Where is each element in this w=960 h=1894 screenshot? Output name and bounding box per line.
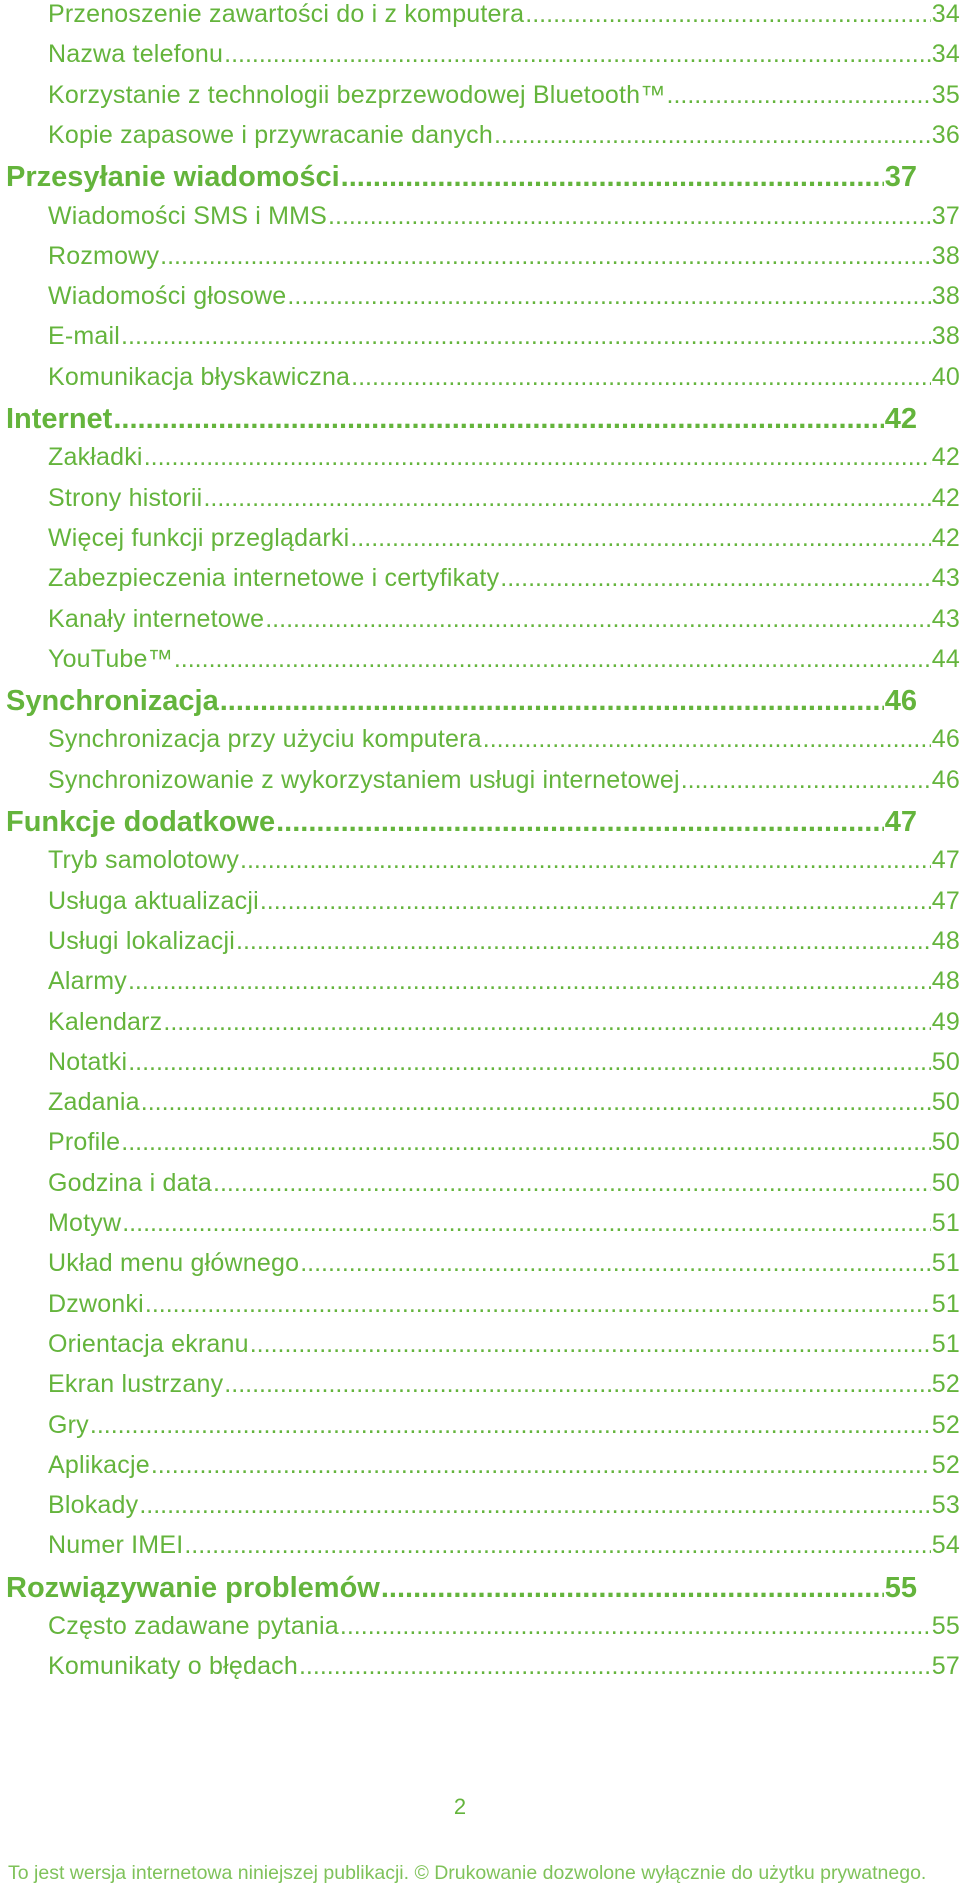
toc-entry-title: Usługa aktualizacji [48,886,259,915]
footer-note: To jest wersja internetowa niniejszej publikacji. © Drukowanie dozwolone wyłącznie do użytku prywatnego. [8,1862,927,1884]
toc-entry-page: 43 [931,564,960,593]
toc-entry-title: Numer IMEI [48,1531,184,1560]
toc-entry-page: 52 [931,1410,960,1439]
toc-entry-page: 38 [931,282,960,311]
toc-dot-leader [250,1330,931,1359]
toc-dot-leader [163,1008,930,1037]
toc-entry-page: 42 [884,403,917,435]
toc-dot-leader [145,1290,931,1319]
page-number: 2 [453,1794,467,1819]
toc-entry-page: 44 [931,644,960,673]
toc-dot-leader [160,242,931,271]
toc-entry-title: Blokady [48,1491,139,1520]
toc-dot-leader [174,645,931,674]
toc-entry-page: 53 [931,1491,960,1520]
toc-entry-title: E-mail [48,322,121,351]
toc-entry-title: Aplikacje [48,1450,150,1479]
toc-entry-title: Internet [6,403,113,435]
toc-dot-leader [113,403,883,436]
toc-entry-page: 50 [931,1047,960,1076]
toc-entry-title: Ekran lustrzany [48,1370,224,1399]
toc-dot-leader [494,121,931,150]
toc-dot-leader [121,322,931,351]
toc-entry[interactable] [0,121,960,150]
toc-section-entry[interactable] [0,161,917,194]
toc-entry-title: Usługi lokalizacji [48,926,235,955]
toc-entry-title: Synchronizowanie z wykorzystaniem usługi internetowej [48,765,680,794]
toc-entry-title: Synchronizacja [6,685,219,718]
toc-entry[interactable] [0,1048,960,1077]
toc-dot-leader [265,605,931,634]
toc-entry-page: 47 [884,806,917,838]
toc-entry[interactable] [0,1330,960,1359]
toc-dot-leader [328,202,931,231]
toc-entry[interactable] [0,1290,960,1319]
toc-dot-leader [122,1209,931,1238]
toc-dot-leader [240,846,931,875]
toc-entry-page: 51 [931,1329,960,1358]
toc-entry[interactable] [0,202,960,231]
toc-entry-page: 46 [931,725,960,754]
toc-entry[interactable] [0,1451,960,1480]
toc-entry[interactable] [0,1169,960,1198]
toc-entry-page: 51 [931,1289,960,1318]
toc-entry-title: YouTube™ [48,644,173,673]
toc-entry-title: Strony historii [48,483,203,512]
toc-entry-page: 57 [931,1652,960,1681]
toc-entry[interactable] [0,81,960,110]
toc-entry-title: Zakładki [48,443,143,472]
toc-entry-page: 46 [931,765,960,794]
toc-entry-title: Notatki [48,1047,128,1076]
toc-entry-page: 50 [931,1168,960,1197]
toc-entry-page: 38 [931,322,960,351]
toc-entry[interactable] [0,967,960,996]
toc-entry[interactable] [0,1088,960,1117]
toc-dot-leader [141,1088,931,1117]
toc-dot-leader [299,1652,931,1681]
toc-entry-page: 43 [931,604,960,633]
toc-entry[interactable] [0,484,960,513]
toc-entry-title: Kopie zapasowe i przywracanie danych [48,120,493,149]
toc-entry[interactable] [0,443,960,472]
toc-entry[interactable] [0,846,960,875]
toc-dot-leader [500,564,931,593]
toc-entry-title: Synchronizacja przy użyciu komputera [48,725,482,754]
toc-entry-page: 40 [931,362,960,391]
toc-dot-leader [128,967,931,996]
toc-entry-title: Przenoszenie zawartości do i z komputera [48,0,525,28]
toc-section-entry[interactable] [0,806,917,839]
toc-entry-page: 36 [931,120,960,149]
toc-entry-title: Profile [48,1128,121,1157]
toc-entry[interactable] [0,363,960,392]
toc-entry[interactable] [0,605,960,634]
toc-dot-leader [90,1411,931,1440]
toc-entry-page: 55 [931,1612,960,1640]
toc-entry-page: 47 [931,886,960,915]
toc-entry-page: 34 [931,0,960,28]
toc-dot-leader [341,161,884,194]
toc-dot-leader [144,443,931,472]
toc-section-entry[interactable] [0,1572,917,1605]
toc-dot-leader [300,1249,931,1278]
toc-entry[interactable] [0,1531,960,1560]
toc-entry[interactable] [0,564,960,593]
toc-entry-title: Nazwa telefonu [48,40,224,69]
toc-entry-title: Zadania [48,1088,140,1117]
toc-dot-leader [340,1612,931,1641]
toc-entry-page: 42 [931,443,960,472]
toc-dot-leader [236,927,931,956]
toc-entry-title: Korzystanie z technologii bezprzewodowej Bluetooth™ [48,80,666,109]
toc-entry-title: Zabezpieczenia internetowe i certyfikaty [48,564,500,593]
toc-entry[interactable] [0,645,960,674]
toc-dot-leader [151,1451,931,1480]
toc-entry-page: 37 [884,161,917,194]
toc-entry-title: Komunikacja błyskawiczna [48,362,351,391]
toc-dot-leader [220,685,884,718]
toc-dot-leader [276,806,884,839]
toc-entry-page: 34 [931,40,960,69]
toc-entry[interactable] [0,1612,960,1641]
toc-entry[interactable] [0,1128,960,1157]
toc-dot-leader [351,363,931,392]
toc-entry-page: 51 [931,1209,960,1237]
toc-entry-page: 49 [931,1007,960,1036]
toc-entry-title: Funkcje dodatkowe [6,806,276,838]
toc-dot-leader [224,40,931,69]
toc-entry-page: 48 [931,967,960,996]
toc-entry-title: Więcej funkcji przeglądarki [48,523,350,552]
toc-entry-title: Kalendarz [48,1007,163,1036]
toc-entry[interactable] [0,40,960,69]
toc-dot-leader [260,887,931,916]
toc-entry[interactable] [0,524,960,553]
toc-entry-page: 46 [884,685,917,718]
toc-entry-page: 37 [931,201,960,230]
toc-dot-leader [213,1169,931,1198]
toc-section-entry[interactable] [0,403,917,436]
toc-entry-title: Godzina i data [48,1168,213,1197]
toc-dot-leader [483,725,931,754]
toc-entry-page: 42 [931,523,960,552]
toc-entry-page: 50 [931,1088,960,1117]
toc-entry-page: 50 [931,1128,960,1157]
toc-dot-leader [287,282,930,311]
toc-entry-title: Komunikaty o błędach [48,1652,298,1681]
toc-section-entry[interactable] [0,685,917,718]
toc-entry-title: Orientacja ekranu [48,1329,249,1358]
toc-entry-title: Wiadomości SMS i MMS [48,201,328,230]
toc-entry-title: Przesyłanie wiadomości [6,161,340,194]
toc-entry-page: 47 [931,846,960,875]
toc-entry[interactable] [0,1491,960,1520]
toc-entry[interactable] [0,322,960,351]
toc-dot-leader [128,1048,931,1077]
toc-entry-title: Alarmy [48,967,127,996]
toc-dot-leader [184,1531,930,1560]
toc-entry-title: Kanały internetowe [48,604,265,633]
toc-entry[interactable] [0,1249,960,1278]
toc-entry-page: 35 [931,80,960,109]
toc-entry[interactable] [0,282,960,311]
toc-dot-leader [667,81,931,110]
toc-entry[interactable] [0,1411,960,1440]
toc-dot-leader [203,484,930,513]
toc-entry-page: 55 [884,1571,917,1604]
toc-entry[interactable] [0,725,960,754]
toc-entry-title: Wiadomości głosowe [48,282,287,311]
toc-entry-title: Tryb samolotowy [48,846,240,875]
toc-dot-leader [121,1128,931,1157]
toc-entry-title: Często zadawane pytania [48,1612,339,1640]
toc-entry[interactable] [0,1652,960,1681]
toc-entry-page: 48 [931,926,960,955]
toc-entry-page: 52 [931,1370,960,1399]
toc-entry-title: Motyw [48,1209,122,1237]
toc-entry[interactable] [0,1008,960,1037]
toc-entry-page: 52 [931,1450,960,1479]
toc-dot-leader [681,766,931,795]
toc-entry-page: 54 [931,1531,960,1560]
toc-entry-title: Rozmowy [48,241,160,270]
toc-entry-title: Gry [48,1410,89,1439]
toc-dot-leader [350,524,930,553]
toc-entry[interactable] [0,766,960,795]
toc-entry-title: Dzwonki [48,1289,144,1318]
toc-entry-page: 51 [931,1249,960,1278]
toc-entry[interactable] [0,0,960,29]
toc-entry-page: 42 [931,483,960,512]
toc-entry[interactable] [0,927,960,956]
toc-entry[interactable] [0,242,960,271]
toc-entry[interactable] [0,887,960,916]
toc-dot-leader [381,1572,884,1605]
toc-entry[interactable] [0,1370,960,1399]
toc-entry[interactable] [0,1209,960,1238]
toc-entry-page: 38 [931,241,960,270]
toc-dot-leader [525,0,931,29]
toc-entry-title: Rozwiązywanie problemów [6,1571,380,1604]
toc-dot-leader [139,1491,930,1520]
toc-entry-title: Układ menu głównego [48,1249,300,1278]
toc-dot-leader [224,1370,930,1399]
